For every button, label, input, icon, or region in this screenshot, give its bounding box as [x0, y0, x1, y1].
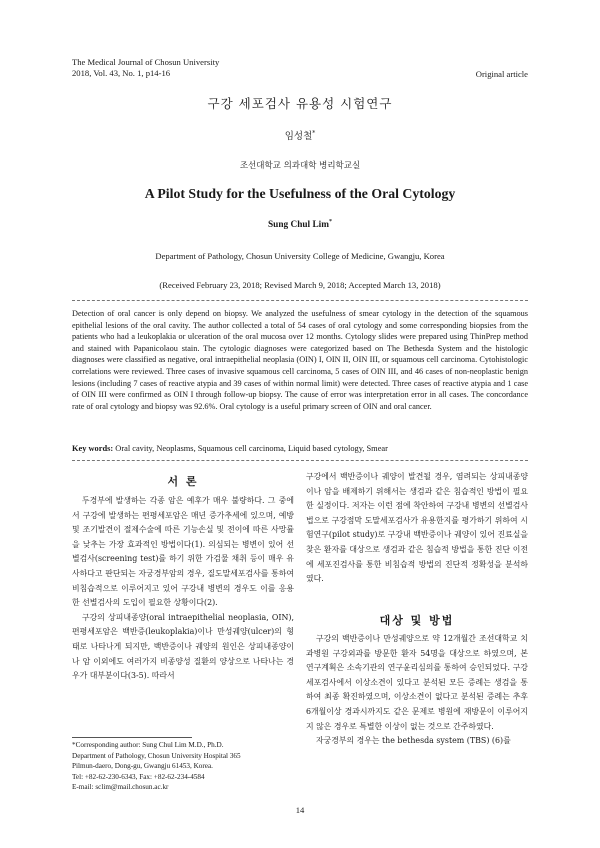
- right-column: [306, 470, 528, 587]
- footnote-line: E-mail: sclim@mail.chosun.ac.kr: [72, 783, 169, 791]
- journal-name: The Medical Journal of Chosun University: [72, 57, 220, 67]
- intro-heading: 서 론: [167, 475, 199, 488]
- methods-paragraph-1: 구강의 백반증이나 만성궤양으로 약 12개월간 조선대학교 치과병원 구강외과를 방문한 환자 54명을 대상으로 하였으며, 본 연구계획은 소속기관의 연구윤리심의를 통하여 승인되었다. 구강세포검사에서 이상소견이 있다고 분석된 모든 증례는 생검을 통하여 최종 확진하였으며, 이상소견이 없다고 분석된 증례는 추후 6개월이상 경과시까지도 같은 문제로 병원에 재방문이 이루어지지 않은 경우로 특별한 이상이 없는 것으로 간주하였다.: [306, 634, 528, 731]
- korean-affiliation: 조선대학교 의과대학 병리학교실: [239, 161, 361, 171]
- corresponding-footnote: [72, 740, 294, 793]
- footnote-line: *Corresponding author: Sung Chul Lim M.D., Ph.D.: [72, 741, 224, 749]
- english-title: A Pilot Study for the Usefulness of the Oral Cytology: [144, 186, 456, 201]
- korean-author: 임성철*: [284, 129, 316, 142]
- english-author: Sung Chul Lim*: [268, 219, 332, 231]
- divider-bottom: [72, 460, 528, 461]
- keywords-label: Key words:: [72, 444, 114, 453]
- methods-heading: 대상 및 방법: [379, 614, 455, 627]
- footnote-line: Tel: +82-62-230-6343, Fax: +82-62-234-4584: [72, 772, 205, 781]
- korean-title: 구강 세포검사 유용성 시험연구: [207, 96, 393, 111]
- intro-paragraph-2: 구강의 상피내종양(oral intraepithelial neoplasia, OIN), 편평세포암은 백반증(leukoplakia)이나 만성궤양(ulcer)의 형태로 나타나게 되지만, 백반증이나 궤양의 원인은 상피내종양이나 암 이외에도 여러가지 비종양성 질환의 양상으로 나타나는 경우가 대부분이다(3-5). 따라서: [72, 612, 294, 681]
- intro-paragraph-1: 두경부에 발생하는 각종 암은 예후가 매우 불량하다. 그 중에서 구강에 발생하는 편평세포암은 매년 증가추세에 있으며, 예방 및 조기발견이 절제수술에 따른 기능손실 및 전이에 따른 사망률을 낮추는 가장 효과적인 방법이다(1). 의심되는 병변이 있어 선별검사(screening test)를 하기 위한 가검물 채취 등이 매우 유사하다고 판단되는 자궁경부암의 경우, 질도말세포검사를 통하여 비침습적으로 이루어지고 있어 구강내 병변의 경우도 이를 응용한 선별검사의 도입이 필요한 상황이다(2).: [72, 496, 294, 608]
- methods-column: [306, 632, 528, 749]
- keywords-text: Oral cavity, Neoplasms, Squamous cell carcinoma, Liquid based cytology, Smear: [115, 444, 388, 453]
- methods-paragraph-2: 자궁경부의 경우는 the bethesda system (TBS) (6)를: [316, 736, 511, 746]
- received-dates: (Received February 23, 2018; Revised March 9, 2018; Accepted March 13, 2018): [159, 280, 441, 290]
- footnote-line: Department of Pathology, Chosun University Hospital 365: [72, 751, 241, 760]
- article-type: Original article: [475, 69, 528, 79]
- journal-volume: 2018, Vol. 43, No. 1, p14-16: [72, 68, 171, 78]
- page-number: 14: [295, 805, 305, 815]
- footnote-line: Pilmun-daero, Dong-gu, Gwangju 61453, Korea.: [72, 762, 213, 770]
- divider-top: [72, 300, 528, 301]
- footnote-rule: [72, 737, 192, 738]
- right-paragraph-1: 구강에서 백반증이나 궤양이 발견될 경우, 염려되는 상피내종양이나 암을 배제하기 위해서는 생검과 같은 침습적인 방법이 필요한 실정이다. 저자는 이런 점에 착안하여 구강내 병변의 선별검사법으로 구강점막 도말세포검사가 유용한지를 평가하기 위하여 시험연구(pilot study)로 구강내 백반증이나 궤양이 있어 진료실을 찾은 환자를 대상으로 생검과 같은 침습적 방법을 통한 진단 이전에 세포진검사를 통한 비침습적 방법의 진단적 정확성을 분석하였다.: [306, 472, 528, 584]
- left-column: [72, 494, 294, 684]
- keywords: [72, 444, 528, 453]
- english-affiliation: Department of Pathology, Chosun University College of Medicine, Gwangju, Korea: [155, 251, 445, 261]
- abstract: Detection of oral cancer is only depend on biopsy. We analyzed the usefulness of smear cytology in the detection of the squamous epithelial lesions of the oral cavity. The author collected a total of 54 cases of oral cytology and some corresponding biopsies from the patients who had a leukoplakia or ulceration of the oral mucosa over 12 months. Cytology slides were prepared using ThinPrep method and stained with Papanicolaou stain. The cytologic diagnoses were categorized based on The Bethesda System and the histologic diagnoses were classified as negative, oral intraepithelial neoplasia (OIN) I, OIN II, OIN III, or squamous cell carcinoma. Cytohistologic correlations were reviewed. Three cases of invasive squamous cell carcinoma, 5 cases of OIN III, and 46 cases of non-neoplastic benign lesions (including 7 cases of reactive atypia and 39 cases of within normal limit) were detected. Three cases of reactive atypia and 1 case of OIN III were confirmed as OIN I through follow-up biopsy. The cause of error was interpretation error in all cases. The concordance rate of oral cytology and biopsy was 92.6%. Oral cytology is a useful primary screen of OIN and oral cancer.: [72, 309, 528, 411]
